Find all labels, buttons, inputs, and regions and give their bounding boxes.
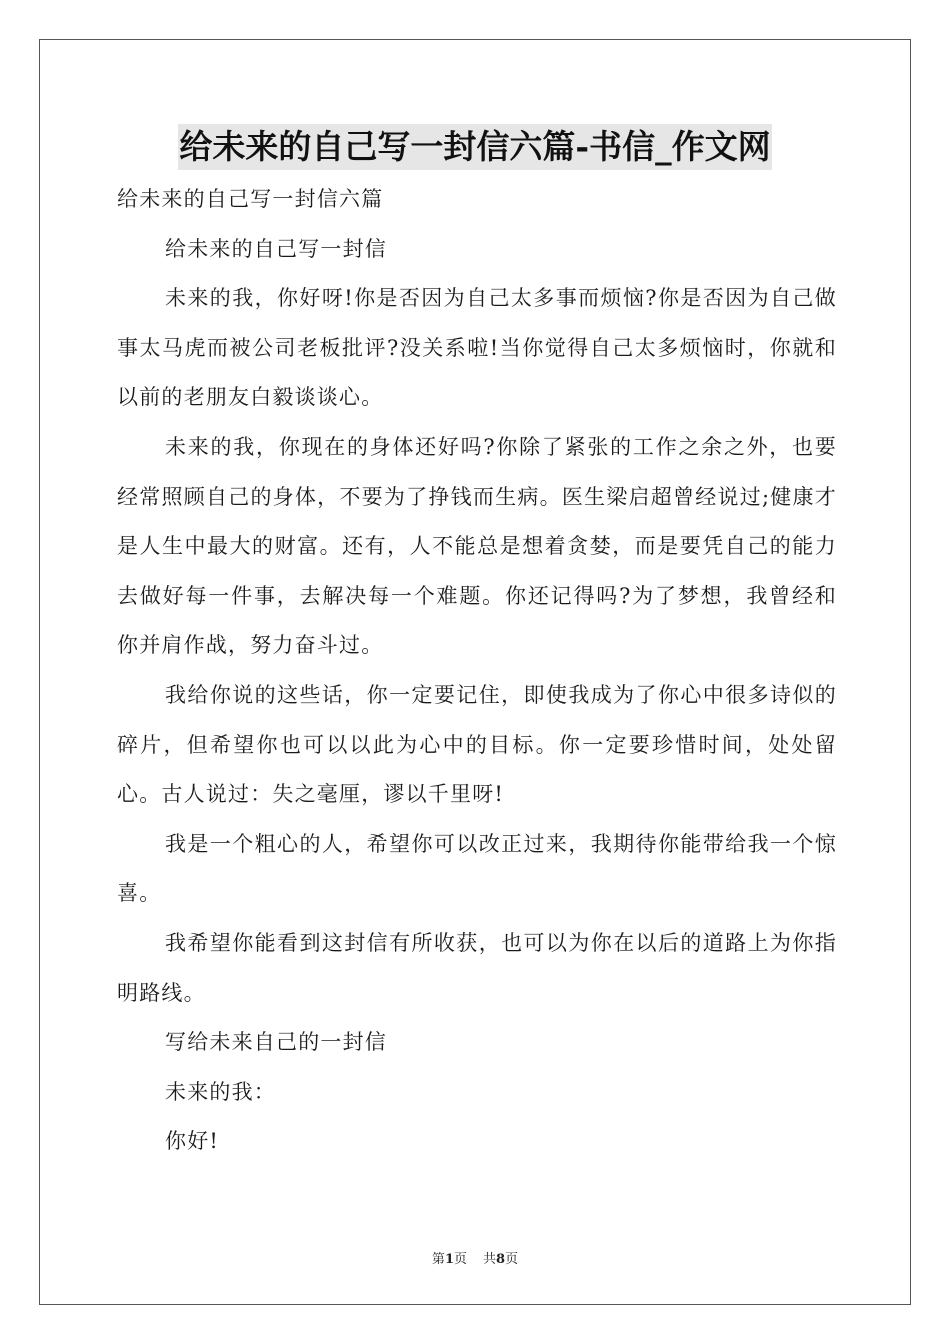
page-number: 1	[444, 1252, 454, 1267]
page-prefix: 第	[431, 1252, 445, 1267]
letter-greeting: 你好!	[165, 1129, 220, 1154]
paragraph: 我给你说的这些话，你一定要记住，即使我成为了你心中很多诗似的碎片，但希望你也可以以此为心中的目标。你一定要珍惜时间，处处留心。古人说过：失之毫厘，谬以千里呀!	[117, 682, 837, 807]
page-footer	[0, 1248, 950, 1267]
paragraph: 我希望你能看到这封信有所收获，也可以为你在以后的道路上为你指明路线。	[117, 930, 837, 1005]
paragraph-heading-2: 写给未来自己的一封信	[165, 1030, 387, 1055]
paragraph: 我是一个粗心的人，希望你可以改正过来，我期待你能带给我一个惊喜。	[117, 831, 837, 906]
page-suffix: 页	[453, 1252, 467, 1267]
letter-salutation: 未来的我：	[165, 1079, 276, 1104]
total-prefix: 共	[483, 1252, 497, 1267]
total-suffix: 页	[505, 1252, 519, 1267]
document-body	[117, 175, 837, 1167]
document-title: 给未来的自己写一封信六篇-书信_作文网	[178, 124, 771, 170]
paragraph-subtitle: 给未来的自己写一封信六篇	[117, 187, 384, 211]
paragraph: 未来的我，你好呀!你是否因为自己太多事而烦恼?你是否因为自己做事太马虎而被公司老板批评?没关系啦!当你觉得自己太多烦恼时，你就和以前的老朋友白毅谈谈心。	[117, 286, 837, 410]
total-pages: 8	[496, 1252, 506, 1267]
paragraph: 未来的我，你现在的身体还好吗?你除了紧张的工作之余之外，也要经常照顾自己的身体，不要为了挣钱而生病。医生梁启超曾经说过;健康才是人生中最大的财富。还有，人不能总是想着贪婪，而是要凭自己的能力去做好每一件事，去解决每一个难题。你还记得吗?为了梦想，我曾经和你并肩作战，努力奋斗过。	[117, 434, 837, 658]
paragraph-heading-1: 给未来的自己写一封信	[165, 236, 387, 261]
document-title-wrapper	[0, 124, 950, 170]
